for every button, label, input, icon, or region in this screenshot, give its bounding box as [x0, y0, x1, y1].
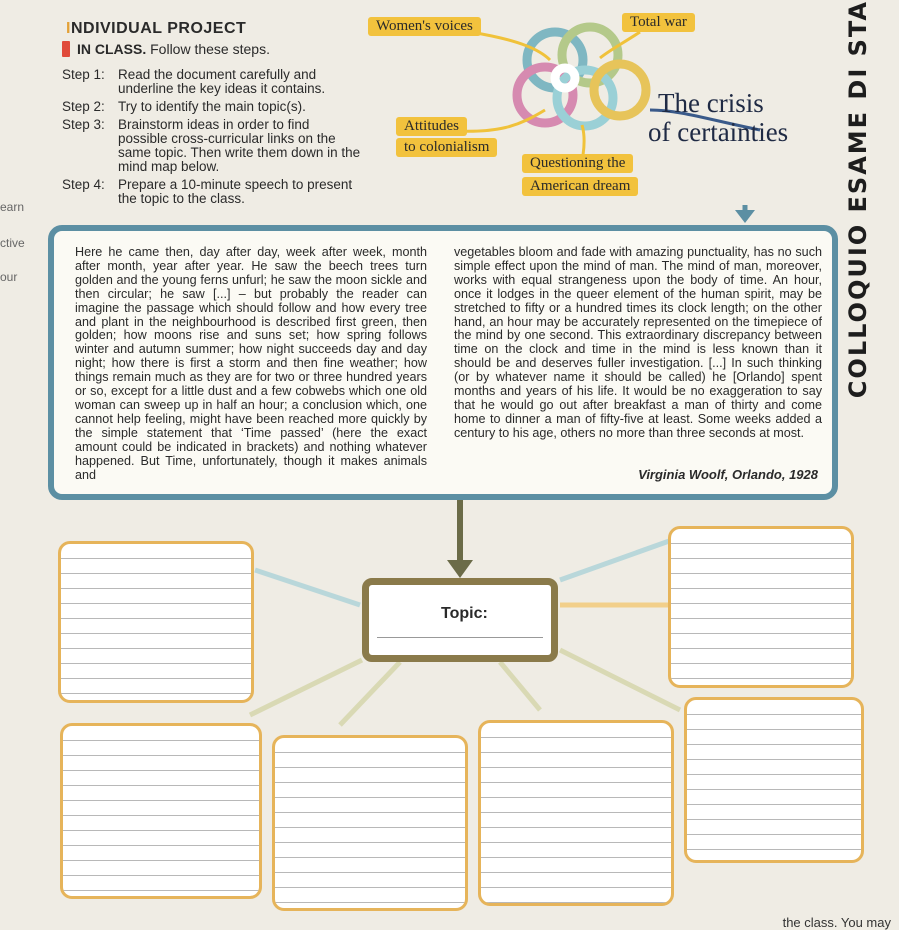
step-label: Step 4: [62, 177, 105, 192]
class-instruction [77, 41, 270, 57]
note-box[interactable] [60, 723, 262, 899]
note-box[interactable] [478, 720, 674, 906]
topic-write-line[interactable] [377, 637, 543, 638]
topic-label: Topic: [441, 605, 488, 622]
step-label: Step 3: [62, 117, 105, 132]
note-box[interactable] [272, 735, 468, 911]
bookmark-icon [62, 41, 70, 57]
step-text: Try to identify the main topic(s). [118, 99, 306, 114]
step-label: Step 2: [62, 99, 105, 114]
step-item [62, 178, 362, 206]
label-total-war: Total war [622, 13, 695, 32]
class-text: Follow these steps. [150, 41, 270, 57]
label-american-dream: American dream [522, 177, 638, 196]
label-crisis-1: The crisis [658, 88, 764, 118]
margin-note: earn [0, 200, 25, 214]
title-initial: I [66, 20, 71, 37]
steps-list [62, 68, 362, 210]
step-text: Brainstorm ideas in order to find possible cross-curricular links on the same topic. Then write them down in the mind map below. [118, 117, 361, 174]
passage-column-left: Here he came then, day after day, week after week, month after month, year after year. He saw the beech trees turn golden and the young ferns unfurl; he saw the moon sickle and then circular; he saw [...] – but probably the reader can imagine the passage which should follow and how every tree and plant in the neighbourhood is described first green, then golden; how moons rise and suns set; how spring follows winter and autumn summer; how night succeeds day and day night; how there is first a storm and then fine weather; how things remain much as they are for two or three hundred years or so, except for a little dust and a few cobwebs which one old woman can sweep up in half an hour; a conclusion which, one cannot help feeling, might have been reached more quickly by the simple statement that ‘Time passed’ (here the exact amount could be indicated in brackets) and nothing whatever happened. But Time, unfortunately, though it makes animals and [75, 245, 427, 482]
side-title [839, 0, 877, 399]
label-womens-voices: Women's voices [368, 17, 481, 36]
passage-column-right: vegetables bloom and fade with amazing punctuality, has no such simple effect upon the mind of man. The mind of man, moreover, works with equal strangeness upon the body of time. An hour, once it lodges in the queer element of the human spirit, may be stretched to fifty or a hundred times its clock length; on the other hand, an hour may be accurately represented on the timepiece of the mind by one second. This extraordinary discrepancy between time on the clock and time in the mind is less known than it should be and deserves fuller investigation. [...] In such thinking (or by whatever name it should be called) he [Orlando] spent months and years of his life. It would be no exaggeration to say that he would go out after breakfast a man of thirty and come home to dinner a man of fifty-five at least. Some weeks added a century to his age, others no more than three seconds at most. [454, 245, 822, 440]
step-item [62, 100, 362, 114]
class-prefix: IN CLASS. [77, 41, 147, 57]
topic-box[interactable] [362, 578, 558, 662]
label-attitudes-2: to colonialism [396, 138, 497, 157]
step-item [62, 118, 362, 174]
label-crisis-2: of certainties [648, 117, 789, 147]
side-title-text: COLLOQUIO ESAME DI STA [844, 0, 872, 399]
margin-note: ctive [0, 236, 25, 250]
step-item [62, 68, 362, 96]
margin-note: our [0, 270, 18, 284]
title-text: NDIVIDUAL PROJECT [70, 20, 247, 37]
label-questioning: Questioning the [522, 154, 633, 173]
passage-citation: Virginia Woolf, Orlando, 1928 [638, 467, 818, 482]
step-label: Step 1: [62, 67, 105, 82]
step-text: Read the document carefully and underline the key ideas it contains. [118, 67, 326, 96]
note-box[interactable] [668, 526, 854, 688]
passage-box [48, 225, 838, 500]
label-attitudes-1: Attitudes [396, 117, 467, 136]
page-title [66, 20, 246, 38]
footer-text: the class. You may [782, 915, 891, 930]
note-box[interactable] [58, 541, 254, 703]
note-box[interactable] [684, 697, 864, 863]
step-text: Prepare a 10-minute speech to present the topic to the class. [118, 177, 353, 206]
